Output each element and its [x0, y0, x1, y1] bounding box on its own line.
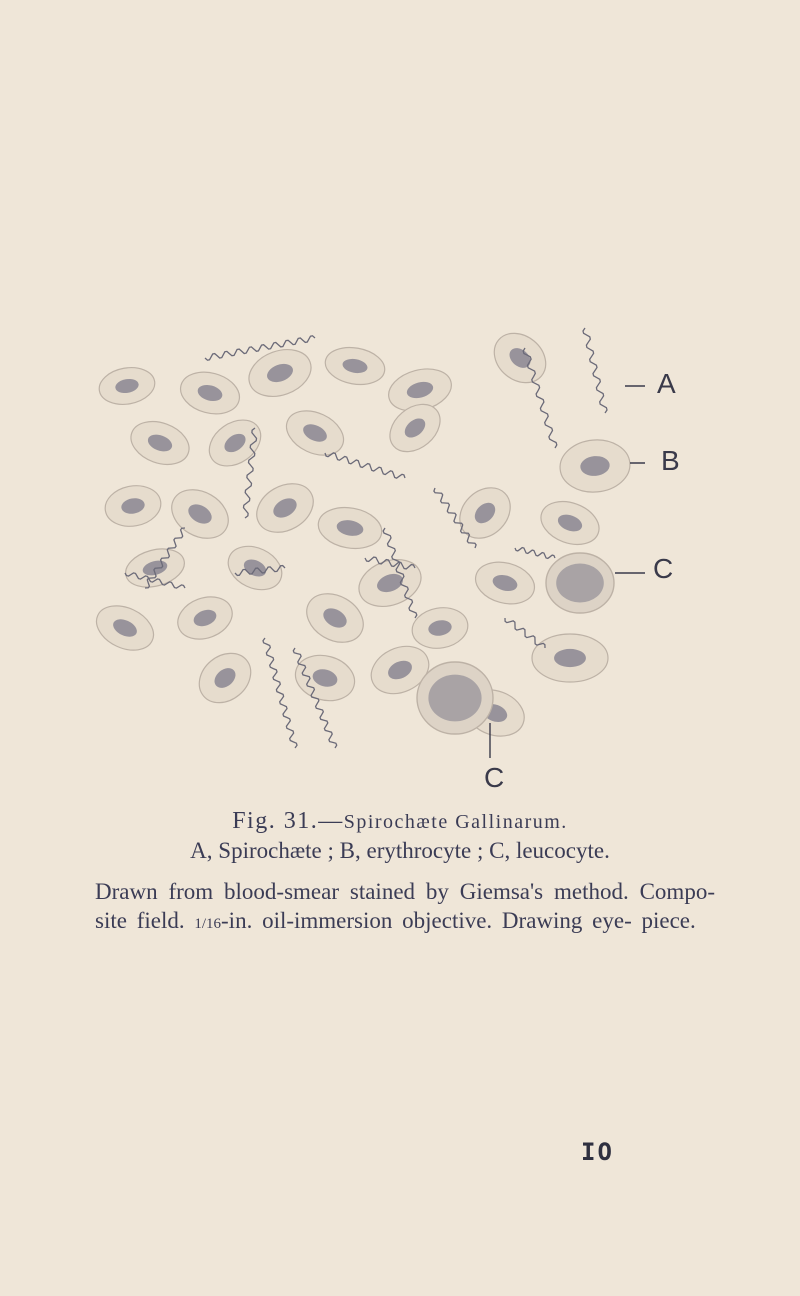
figure-title: Spirochæte Gallinarum.	[343, 811, 568, 833]
leucocyte-nucleus	[556, 564, 604, 603]
blood-smear-drawing	[85, 318, 645, 758]
figure-caption-title	[0, 808, 800, 835]
spirochaete-thread	[263, 638, 297, 748]
page-number: IO	[581, 1138, 614, 1166]
label-erythrocyte-b: B	[661, 445, 680, 476]
spirochaete-thread	[583, 328, 607, 413]
figure-number: Fig. 31.	[232, 808, 319, 834]
caption-dash: —	[318, 808, 344, 834]
spirochaete-thread	[325, 453, 405, 478]
objective-fraction: 1/16	[194, 916, 222, 932]
leucocyte-nucleus	[428, 675, 481, 722]
figure-description	[95, 877, 715, 939]
label-leucocyte-c-bottom: C	[484, 762, 505, 793]
figure-legend: A, Spirochæte ; B, erythrocyte ; C, leucocyte.	[190, 838, 610, 863]
label-spirochaete-a: A	[657, 368, 676, 399]
blood-smear-illustration	[85, 318, 645, 758]
label-leucocyte-c: C	[653, 553, 674, 584]
description-text-end: -in. oil-immersion objective. Drawing eye- piece.	[221, 908, 696, 933]
spirochaete-thread	[515, 548, 555, 559]
description-text-start: Drawn from blood-smear stained by Giemsa's method. Compo- site field.	[95, 879, 715, 933]
erythrocyte-nucleus	[554, 649, 586, 667]
